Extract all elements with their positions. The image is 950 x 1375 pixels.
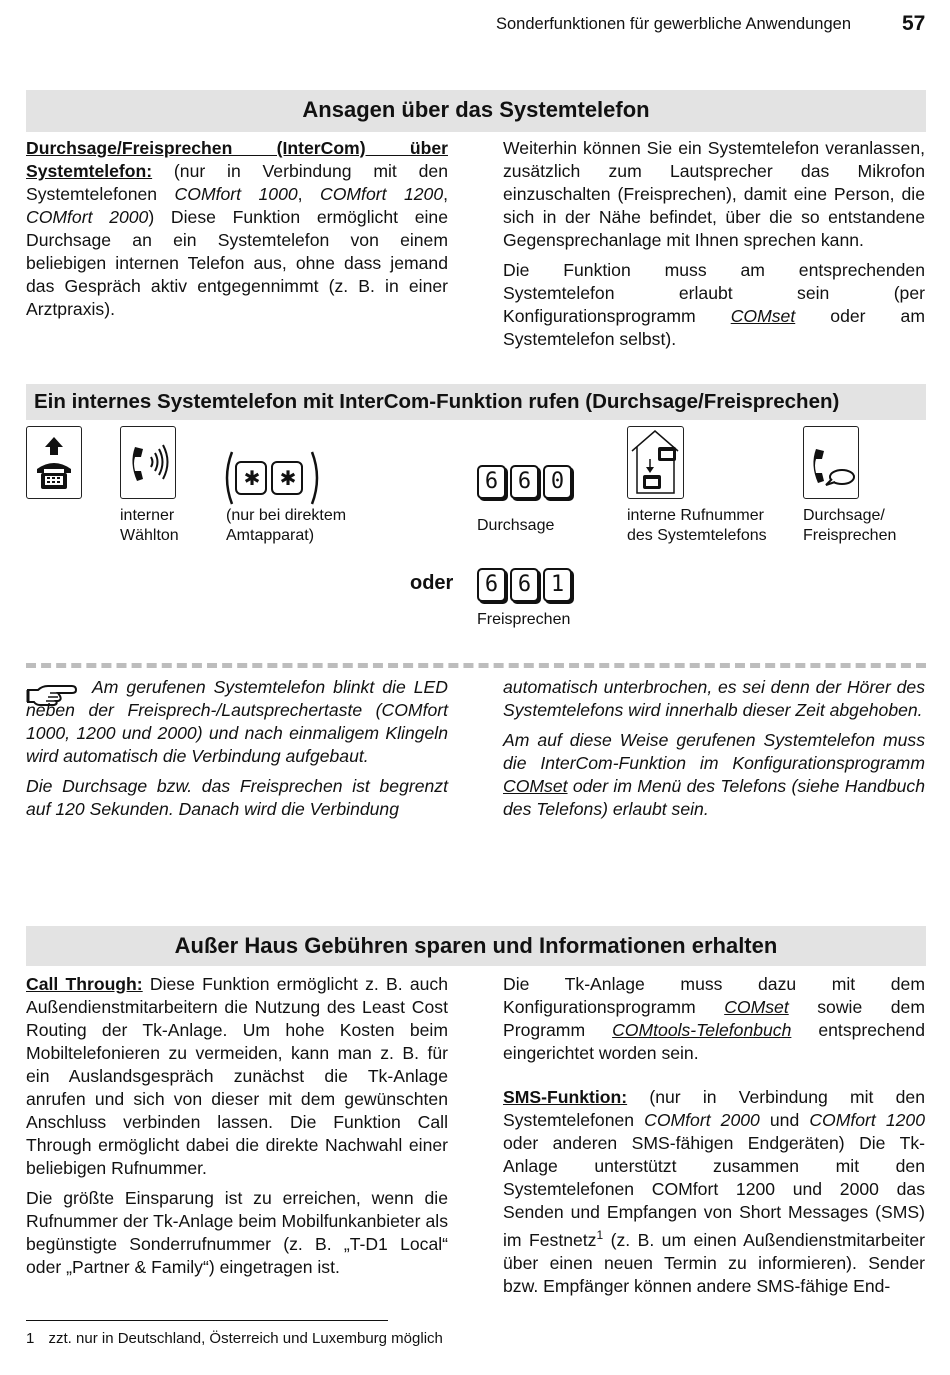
note-separator — [26, 663, 926, 668]
keypad-sequence-durchsage — [477, 465, 576, 499]
key-6[interactable]: 6 — [510, 465, 539, 499]
note-paragraph: Am gerufenen Systemtelefon blinkt die LED neben der Freisprech-/Lautsprechertaste (COMfort 1000, 1200 und 2000) und nach einmaligem Klingeln wird automatisch die Verbindung aufgebaut. — [26, 677, 448, 766]
label-direct-2: Amtapparat) — [226, 527, 315, 544]
paragraph: Die größte Einsparung ist zu erreichen, wenn die Rufnummer der Tk-Anlage beim Mobilfunkanbieter als begünstigte Sonderrufnummer (z. B. „T-D1 Local“ oder „Partner & Family“) eingetragen ist. — [26, 1188, 448, 1277]
section1-right-column: Weiterhin können Sie ein Systemtelefon veranlassen, zusätzlich zum Lautsprecher das Mikrofon einzuschalten (Freisprechen), damit eine Person, die sich in der Nähe befindet, über die so entstandene Gegensprechanlage mit Ihnen sprechen kann. Die Funktion muss am entsprechenden Systemtelefon erlaubt sein (per Konfigurationsprogramm COMset oder am Systemtelefon selbst). — [503, 138, 925, 349]
key-0[interactable]: 0 — [543, 465, 572, 499]
section-title-ansagen: Ansagen über das Systemtelefon — [26, 90, 926, 132]
intercom-speech-icon — [803, 426, 859, 499]
label-waehlton: Wählton — [120, 527, 179, 544]
section-title-ausser-haus: Außer Haus Gebühren sparen und Informationen erhalten — [26, 926, 926, 966]
section3-left-column: Call Through: Diese Funktion ermöglicht z. B. auch Außendienstmitarbeitern die Nutzung des Least Cost Routing der Tk-Anlage. Um hohe Kosten beim Mobiltelefonieren zu vermeiden, kann man z. B. für ein Auslandsgespräch zunächst die Tk-Anlage anrufen und sich von dieser mit dem gewünschten Anschluss verbinden lassen. Die Funktion Call Through ermöglicht dabei die direkte Nachwahl einer beliebigen Rufnummer. Die größte Einsparung ist zu erreichen, wenn die Rufnummer der Tk-Anlage beim Mobilfunkanbieter als begünstigte Sonderrufnummer (z. B. „T-D1 Local“ oder „Partner & Family“) eingetragen ist. — [26, 974, 449, 1277]
footnote — [26, 1330, 443, 1347]
star-key[interactable]: ✱ — [279, 466, 297, 490]
phone-lift-icon — [26, 426, 82, 499]
note-paragraph: Die Durchsage bzw. das Freisprechen ist begrenzt auf 120 Sekunden. Danach wird die Verbindung — [26, 776, 448, 819]
key-6[interactable]: 6 — [510, 568, 539, 602]
comtools-link[interactable]: COMtools-Telefonbuch — [612, 1020, 792, 1040]
label-durchsage-slash: Durchsage/ — [803, 507, 885, 524]
term-sms-funktion: SMS-Funktion: — [503, 1087, 628, 1107]
section1-left-column: Durchsage/Freisprechen (InterCom) über Systemtelefon: (nur in Verbindung mit den Systemtelefonen COMfort 1000, COMfort 1200, COMfort 2000) Diese Funktion ermöglicht eine Durchsage an ein Systemtelefon von einem beliebigen internen Telefon aus, ohne dass jemand das Gespräch aktiv entgegennimmt (z. B. in einer Arztpraxis). — [26, 138, 448, 319]
paragraph: Weiterhin können Sie ein Systemtelefon veranlassen, zusätzlich zum Lautsprecher das Mikrofon einzuschalten (Freisprechen), damit eine Person, die sich in der Nähe befindet, über die so entstandene Gegensprechanlage mit Ihnen sprechen kann. — [503, 138, 925, 250]
note-left-column — [26, 676, 448, 828]
comset-link[interactable]: COMset — [730, 306, 796, 326]
section-title-intercom: Ein internes Systemtelefon mit InterCom-Funktion rufen (Durchsage/Freisprechen) — [26, 384, 926, 420]
label-interner: interner — [120, 507, 175, 524]
label-des-systemtelefons: des Systemtelefons — [627, 527, 767, 544]
label-durchsage: Durchsage — [477, 517, 555, 534]
key-1[interactable]: 1 — [543, 568, 572, 602]
oder-label: oder — [410, 572, 454, 594]
label-interne-rufnummer: interne Rufnummer — [627, 507, 764, 524]
comset-link[interactable]: COMset — [724, 997, 789, 1017]
footnote-ref[interactable]: 1 — [596, 1228, 604, 1242]
term-call-through: Call Through: — [26, 974, 143, 994]
page-number: 57 — [902, 12, 926, 35]
internal-dial-tone-icon — [120, 426, 176, 499]
key-6[interactable]: 6 — [477, 568, 506, 602]
footnote-number: 1 — [26, 1330, 35, 1347]
note-right-column: automatisch unterbrochen, es sei denn der Hörer des Systemtelefons wird innerhalb dieser Zeit abgehoben. Am auf diese Weise gerufenen Systemtelefon muss die InterCom-Funktion im Konfigurationsprogramm COMset oder im Menü des Telefons (siehe Handbuch des Telefons) erlaubt sein. — [503, 677, 925, 819]
section3-right-column: Die Tk-Anlage muss dazu mit dem Konfigurationsprogramm COMset sowie dem Programm COMtools-Telefonbuch entsprechend eingerichtet worden sein. SMS-Funktion: (nur in Verbindung mit den Systemtelefonen COMfort 2000 und COMfort 1200 oder anderen SMS-fähigen Endgeräten) Die Tk-Anlage unterstützt zusammen mit den Systemtelefonen COMfort 1200 und 2000 das Senden und Empfangen von Short Messages (SMS) im Festnetz$^1$ (z. B. um einen Außendienstmitarbeiter über einen neuen Termin zu informieren). Sender bzw. Empfänger können andere SMS-fähige End- — [503, 974, 925, 1296]
star-key[interactable]: ✱ — [243, 466, 261, 490]
keypad-sequence-freisprechen — [477, 568, 576, 602]
note-paragraph: automatisch unterbrochen, es sei denn der Hörer des Systemtelefons wird innerhalb dieser Zeit abgehoben. — [503, 677, 925, 720]
term-intercom: Durchsage/Freisprechen (InterCom) über Systemtelefon: — [26, 138, 448, 181]
footnote-text: zzt. nur in Deutschland, Österreich und Luxemburg möglich — [48, 1330, 443, 1347]
comset-link[interactable]: COMset — [503, 776, 568, 796]
footnote-rule — [26, 1320, 388, 1321]
running-header: Sonderfunktionen für gewerbliche Anwendungen — [496, 15, 852, 33]
key-6[interactable]: 6 — [477, 465, 506, 499]
star-keys-icon — [222, 450, 322, 506]
system-phone-house-icon — [627, 426, 684, 499]
label-freisprechen-result: Freisprechen — [803, 527, 897, 544]
label-direct-1: (nur bei direktem — [226, 507, 347, 524]
label-freisprechen: Freisprechen — [477, 611, 571, 628]
